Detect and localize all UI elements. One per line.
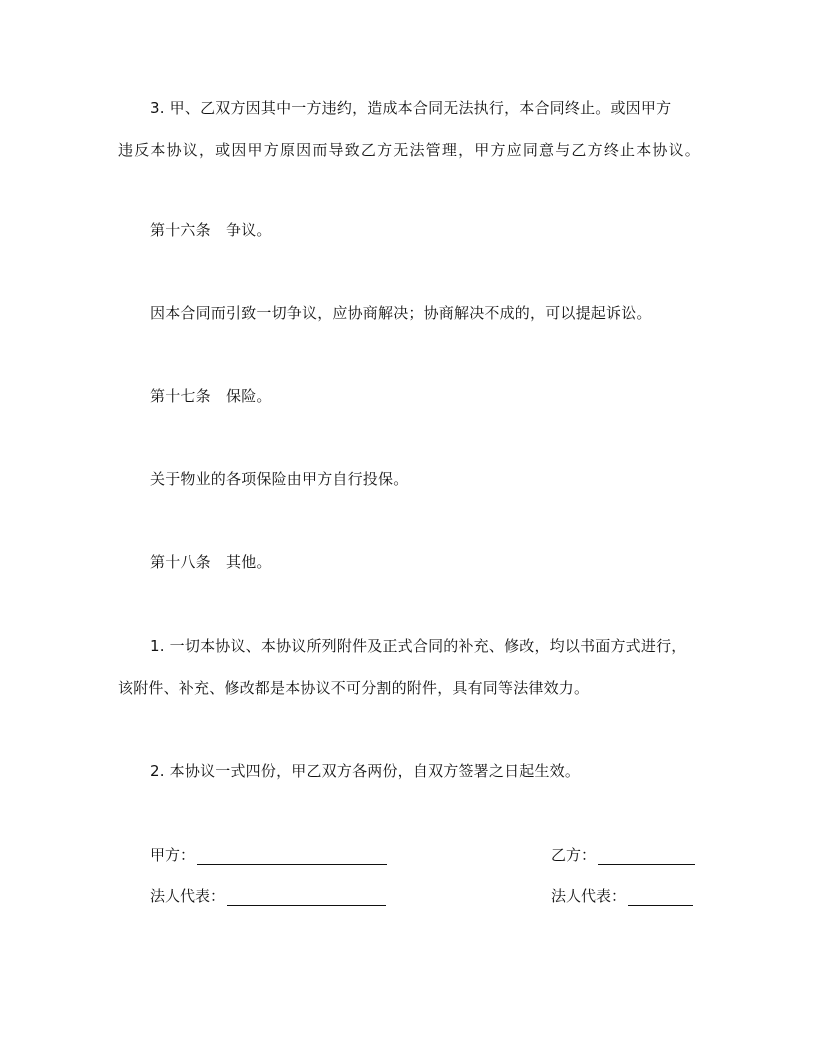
article-16-heading: 第十六条 争议。 [150,221,272,239]
party-b-label: 乙方： [551,846,597,864]
item-1-line-1: 1. 一切本协议、本协议所列附件及正式合同的补充、修改，均以书面方式进行， [150,637,687,655]
article-16-body: 因本合同而引致一切争议，应协商解决；协商解决不成的，可以提起诉讼。 [150,304,652,322]
party-a-signature-line[interactable] [197,848,387,865]
party-a-label: 甲方： [150,846,196,864]
party-a-representative [150,886,386,906]
article-17-body: 关于物业的各项保险由甲方自行投保。 [150,470,409,488]
article-17-heading: 第十七条 保险。 [150,387,272,405]
clause-3-line-1: 3. 甲、乙双方因其中一方违约，造成本合同无法执行，本合同终止。或因甲方 [150,99,672,117]
party-b-signature [551,845,695,865]
party-b-rep-signature-line[interactable] [628,889,693,906]
party-a-signature [150,845,387,865]
party-b-signature-line[interactable] [598,848,695,865]
party-b-rep-label: 法人代表： [551,887,627,905]
party-b-representative [551,886,693,906]
clause-3-line-2: 违反本协议，或因甲方原因而导致乙方无法管理，甲方应同意与乙方终止本协议。 [118,141,700,159]
party-a-rep-signature-line[interactable] [227,889,386,906]
item-2: 2. 本协议一式四份，甲乙双方各两份，自双方签署之日起生效。 [150,762,581,780]
item-1-line-2: 该附件、补充、修改都是本协议不可分割的附件，具有同等法律效力。 [118,679,590,697]
party-a-rep-label: 法人代表： [150,887,226,905]
article-18-heading: 第十八条 其他。 [150,553,272,571]
